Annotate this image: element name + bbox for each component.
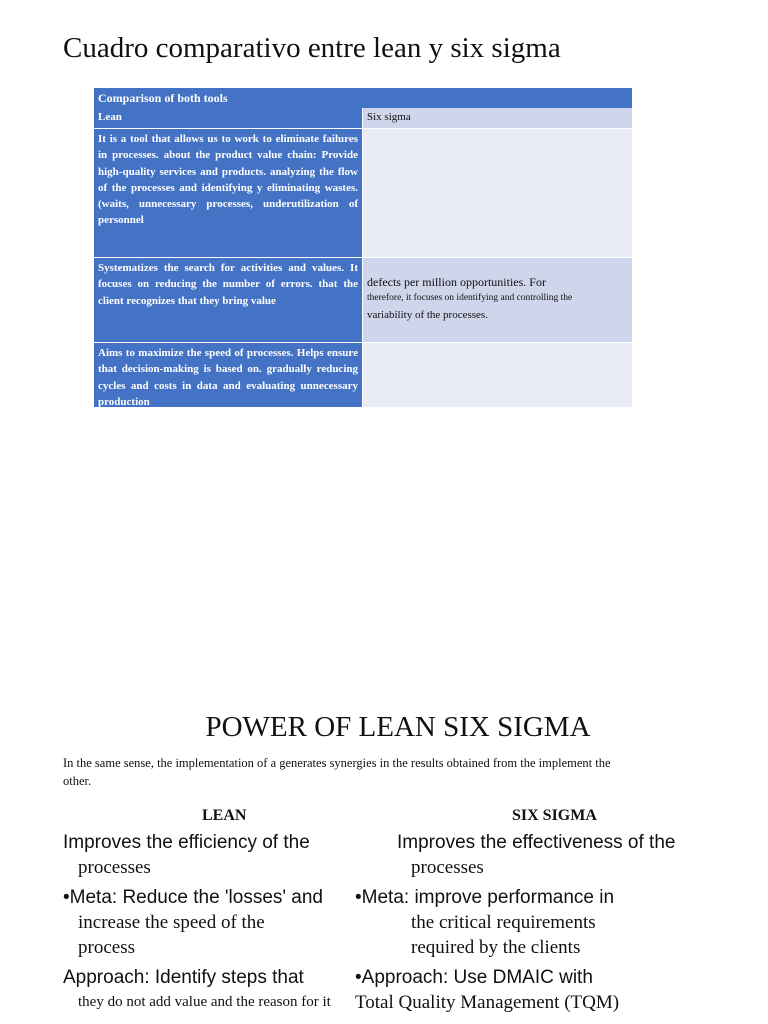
list-item: [63, 965, 363, 1015]
list-item: [355, 830, 695, 880]
intro-paragraph: In the same sense, the implementation of a generates synergies in the results obtained from the implement the other.: [63, 756, 611, 788]
item-text: process: [78, 937, 135, 958]
item-text: they do not add value and the reason for it: [78, 994, 331, 1010]
item-text: Improves the effectiveness of the: [397, 832, 676, 853]
list-item: [355, 965, 695, 1015]
lean-cell: It is a tool that allows us to work to eliminate failures in processes. about the product value chain: Provide high-quality services and products. analyzing the flow of the processes and identifying y eliminating wastes. (waits, unnecessary processes, underutilization of personnel: [94, 129, 362, 257]
lean-cell: Systematizes the search for activities and values. It focuses on reducing the number of errors. that the client recognizes that they bring value: [94, 258, 362, 342]
item-text: Improves the efficiency of the: [63, 832, 310, 853]
item-text: Approach: Identify steps that: [63, 967, 304, 988]
item-text: increase the speed of the: [78, 912, 265, 933]
section-title: POWER OF LEAN SIX SIGMA: [205, 711, 591, 743]
list-item: [63, 830, 363, 880]
six-sigma-text-line: defects per million opportunities. For: [367, 275, 546, 289]
comparison-table: [94, 88, 632, 407]
table-row: [94, 128, 632, 257]
column-header-six-sigma: Six sigma: [362, 108, 632, 128]
item-text: processes: [411, 857, 484, 878]
item-text: processes: [78, 857, 151, 878]
slide-title: Cuadro comparativo entre lean y six sigma: [63, 32, 561, 64]
six-sigma-heading: SIX SIGMA: [512, 807, 597, 824]
table-column-headers: [94, 108, 632, 128]
table-row: [94, 342, 632, 407]
lean-column: [63, 830, 363, 1020]
lean-heading: LEAN: [202, 807, 247, 824]
list-item: [63, 885, 363, 960]
six-sigma-cell: [362, 258, 632, 342]
item-text: •Meta: improve performance in: [355, 887, 615, 908]
list-item: [355, 885, 695, 960]
table-row: [94, 257, 632, 342]
column-header-lean: Lean: [94, 108, 362, 128]
six-sigma-column: [355, 830, 695, 1020]
item-text: •Approach: Use DMAIC with: [355, 967, 593, 988]
item-text: the critical requirements: [411, 912, 596, 933]
item-text: •Meta: Reduce the 'losses' and: [63, 887, 323, 908]
six-sigma-text-line: variability of the processes.: [367, 308, 488, 321]
six-sigma-cell: [362, 129, 632, 257]
table-header: Comparison of both tools: [94, 88, 632, 108]
lean-cell: Aims to maximize the speed of processes. Helps ensure that decision-making is based on. gradually reducing cycles and costs in data and evaluating unnecessary production: [94, 343, 362, 407]
six-sigma-text-line: therefore, it focuses on identifying and controlling the: [367, 293, 573, 304]
item-text: Total Quality Management (TQM): [355, 992, 620, 1013]
six-sigma-cell: [362, 343, 632, 407]
item-text: required by the clients: [411, 937, 581, 958]
